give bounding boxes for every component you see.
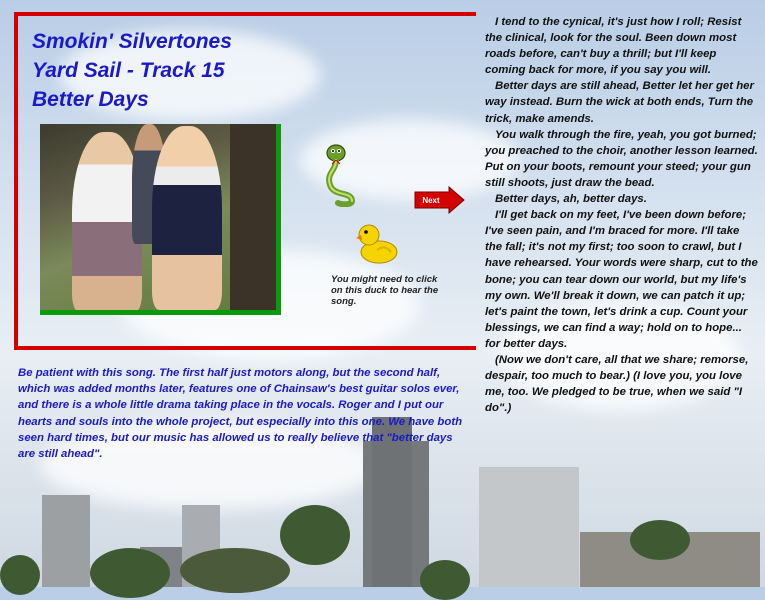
tree	[420, 560, 470, 600]
photo-child-right	[152, 126, 222, 310]
lyrics-paragraph: (Now we don't care, all that we share; remorse, despair, too much to bear.) (I love you, you love me, too. We pledged to be true, when we said "I do".)	[485, 353, 749, 415]
photo-tree-trunk	[230, 124, 276, 310]
tree	[180, 548, 290, 593]
duck-icon[interactable]	[355, 220, 399, 266]
next-button-label: Next	[422, 196, 440, 205]
childhood-photo	[40, 124, 281, 315]
tree	[630, 520, 690, 560]
title-block	[32, 27, 232, 114]
lyrics-paragraph: I'll get back on my feet, I've been down before; I've seen pain, and I'm braced for more. I'll take the fall; it's not my first; too soon to crawl, but I have rehearsed. Your words were sharp, cut to the bone; you can tear down our world, but my life's my own. We'll break it down, we can patch it up; let's paint the town, let's drink a cup. Count your blessings, we can find a way; hold on to hope... for better days.	[485, 209, 758, 350]
building	[42, 495, 90, 587]
snake-icon	[322, 143, 362, 207]
tree	[0, 555, 40, 595]
duck-caption: You might need to click on this duck to hear the song.	[331, 274, 439, 307]
song-title: Better Days	[32, 88, 149, 111]
next-button[interactable]	[413, 186, 465, 214]
lyrics-paragraph: Better days, ah, better days.	[495, 193, 647, 206]
tree	[90, 548, 170, 598]
album-track: Yard Sail - Track 15	[32, 59, 225, 82]
building	[479, 467, 579, 587]
lyrics-paragraph: Better days are still ahead, Better let her get her way instead. Burn the wick at both ends, Turn the trick, make amends.	[485, 80, 754, 125]
band-name: Smokin' Silvertones	[32, 30, 232, 53]
lyrics	[485, 14, 759, 416]
song-notes: Be patient with this song. The first half just motors along, but the second half, which was added months later, features one of Chainsaw's best guitar solos ever, and there is a whole little drama taking place in the vocals. Roger and I put our hearts and souls into the whole project, but especially into this one. We have both seen hard times, but our music has allowed us to really believe that "better days are still ahead".	[18, 367, 463, 461]
tree	[280, 505, 350, 565]
lyrics-paragraph: You walk through the fire, yeah, you got burned; you preached to the choir, another lesson learned. Put on your boots, remount your steed; your gun still shoots, just draw the bead.	[485, 128, 758, 189]
lyrics-paragraph: I tend to the cynical, it's just how I roll; Resist the clinical, look for the soul. Been down most roads before, can't buy a thrill; but I'll keep coming back for more, if you say you will.	[485, 16, 742, 77]
